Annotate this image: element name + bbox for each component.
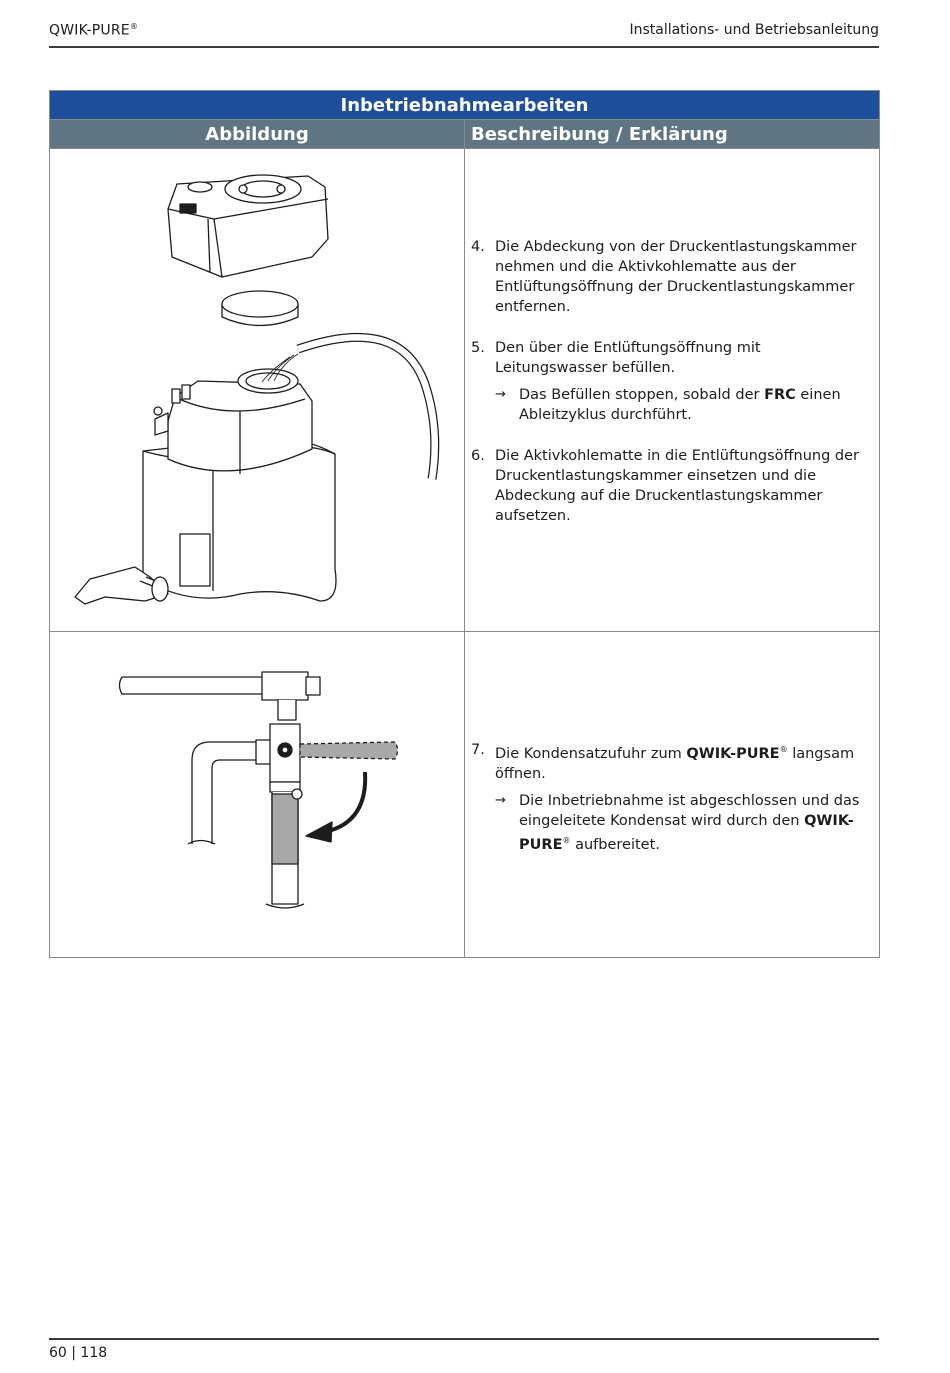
step-text-end: langsam öffnen. (495, 745, 855, 782)
product-name: QWIK-PURE (519, 812, 854, 853)
note-text-end: aufbereitet. (570, 836, 660, 853)
note-text: Die Inbetriebnahme ist abgeschlossen und das eingeleitete Kondensat wird durch den (519, 792, 860, 829)
step-7 (471, 740, 865, 855)
note-text-end: einen Ableitzyklus durchführt. (519, 387, 841, 423)
illustration-cell-unit (50, 149, 465, 632)
header-document-title: Installations- und Betriebsanleitung (629, 22, 879, 38)
product-name: QWIK-PURE (686, 745, 780, 762)
valve-illustration (50, 632, 465, 953)
step-4 (471, 237, 865, 317)
arrow-right-icon: → (495, 387, 506, 402)
footer-rule (49, 1338, 879, 1340)
note-text: Das Befüllen stoppen, sobald der (519, 387, 765, 403)
registered-mark: ® (779, 745, 788, 754)
step-number: 7. (471, 742, 485, 758)
step-text: Den über die Entlüftungsöffnung mit Leitungswasser befüllen. (495, 340, 761, 376)
description-cell-2 (465, 632, 880, 958)
step-text: Die Aktivkohlematte in die Entlüftungsöffnung der Druckentlastungskammer einsetzen und die Abdeckung auf die Druckentlastungskammer aufsetzen. (495, 448, 859, 524)
result-note (495, 385, 865, 425)
step-number: 4. (471, 239, 485, 255)
step-5 (471, 338, 865, 425)
result-note (495, 791, 865, 855)
table-title: Inbetriebnahmearbeiten (50, 91, 880, 120)
step-number: 6. (471, 448, 485, 464)
description-cell-1 (465, 149, 880, 632)
step-number: 5. (471, 340, 485, 356)
column-header-image: Abbildung (50, 120, 465, 149)
neutralizer-unit-illustration (50, 149, 465, 627)
step-text: Die Abdeckung von der Druckentlastungskammer nehmen und die Aktivkohlematte aus der Entlüftungsöffnung der Druckentlastungskammer entfernen. (495, 239, 857, 315)
commissioning-table (49, 90, 880, 958)
header-rule (49, 46, 879, 48)
column-header-description: Beschreibung / Erklärung (465, 120, 880, 149)
step-text: Die Kondensatzufuhr zum (495, 745, 687, 762)
illustration-cell-valve (50, 632, 465, 958)
page-number: 60 | 118 (49, 1345, 108, 1361)
step-6 (471, 446, 865, 526)
registered-mark: ® (562, 835, 571, 845)
header-product: QWIK-PURE® (49, 22, 139, 39)
arrow-right-icon: → (495, 792, 506, 808)
note-bold: FRC (764, 387, 796, 403)
